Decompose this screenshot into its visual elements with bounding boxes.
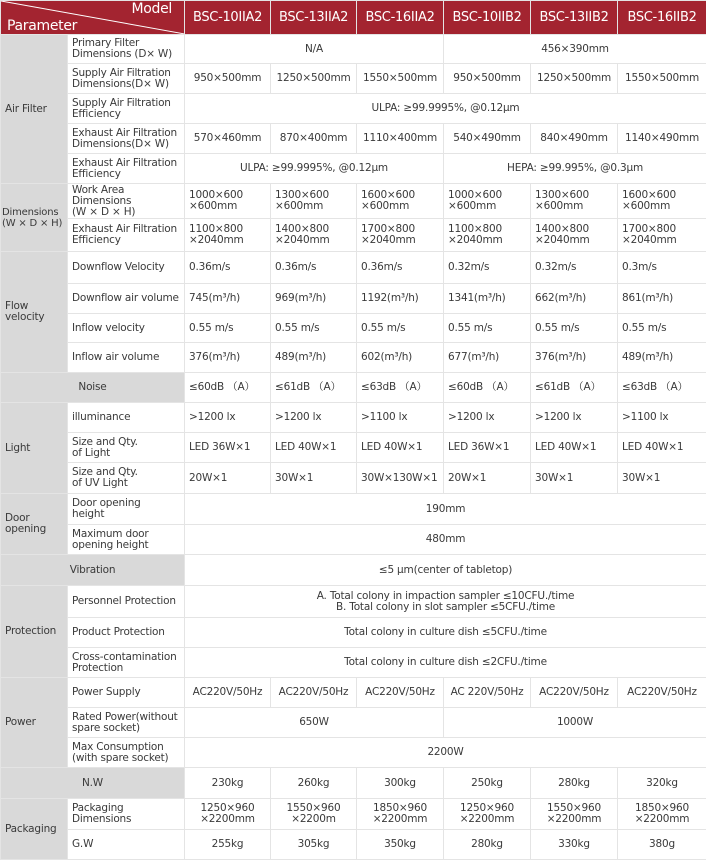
cell-value: 1300×600 ×600mm [531,184,618,219]
cell-value: 30W×1 [531,463,618,494]
cell-value: 650W [185,708,444,738]
table-row [1,738,706,768]
param-label: Downflow air volume [68,284,185,314]
cell-value: 1700×800 ×2040mm [357,219,444,252]
param-label: Max Consumption (with spare socket) [68,738,185,768]
cell-value: 20W×1 [444,463,531,494]
cell-value: 840×490mm [531,124,618,154]
cell-value: 1000×600 ×600mm [444,184,531,219]
cell-value: 376(m³/h) [185,343,271,373]
param-label: Product Protection [68,618,185,648]
table-row [1,154,706,184]
model-header: BSC-10IIB2 [444,1,531,35]
cell-value: >1200 lx [531,403,618,433]
cell-value: 376(m³/h) [531,343,618,373]
param-label: Door opening height [68,494,185,525]
cell-value: 662(m³/h) [531,284,618,314]
group-dimensions: Dimensions (W × D × H) [1,184,68,252]
cell-value: AC220V/50Hz [271,678,357,708]
param-label: Cross-contamination Protection [68,648,185,678]
param-label: Exhaust Air Filtration Efficiency [68,219,185,252]
cell-value: 1850×960 ×2200mm [357,799,444,830]
table-row [1,586,706,618]
cell-value: 745(m³/h) [185,284,271,314]
table-row [1,768,706,799]
cell-value: LED 40W×1 [618,433,706,463]
param-label: illuminance [68,403,185,433]
model-header: BSC-10IIA2 [185,1,271,35]
cell-value: A. Total colony in impaction sampler ≤10CFU./time B. Total colony in slot sampler ≤5CFU./time [185,586,706,618]
table-row [1,618,706,648]
cell-value: 0.55 m/s [185,314,271,343]
cell-value: 1100×800 ×2040mm [185,219,271,252]
param-label: Supply Air Filtration Efficiency [68,94,185,124]
cell-value: 0.36m/s [271,252,357,284]
cell-value: AC220V/50Hz [357,678,444,708]
cell-value: AC 220V/50Hz [444,678,531,708]
table-row [1,314,706,343]
group-packaging: Packaging [1,799,68,860]
cell-value: 0.55 m/s [357,314,444,343]
model-header-label: Model [131,4,172,15]
cell-value: ≤63dB （A） [618,373,706,403]
cell-value: LED 36W×1 [444,433,531,463]
cell-value: 1000×600 ×600mm [185,184,271,219]
table-row [1,64,706,94]
table-row [1,525,706,555]
cell-value: 480mm [185,525,706,555]
param-label: Primary Filter Dimensions (D× W) [68,35,185,64]
cell-value: 280kg [444,830,531,860]
group-net-weight: N.W [1,768,185,799]
cell-value: 1550×960 ×2200m [271,799,357,830]
table-row [1,799,706,830]
cell-value: LED 36W×1 [185,433,271,463]
cell-value: ≤61dB （A） [271,373,357,403]
cell-value: 1341(m³/h) [444,284,531,314]
cell-value: 380g [618,830,706,860]
param-label: Size and Qty. of Light [68,433,185,463]
model-header: BSC-13IIA2 [271,1,357,35]
param-label: Maximum door opening height [68,525,185,555]
cell-value: 1400×800 ×2040mm [271,219,357,252]
cell-value: 456×390mm [444,35,706,64]
table-row [1,284,706,314]
cell-value: ≤5 μm(center of tabletop) [185,555,706,586]
table-row [1,219,706,252]
cell-value: HEPA: ≥99.995%, @0.3μm [444,154,706,184]
cell-value: Total colony in culture dish ≤2CFU./time [185,648,706,678]
table-row [1,373,706,403]
param-label: G.W [68,830,185,860]
cell-value: 300kg [357,768,444,799]
cell-value: 489(m³/h) [271,343,357,373]
cell-value: 0.55 m/s [271,314,357,343]
param-label: Downflow Velocity [68,252,185,284]
cell-value: 1140×490mm [618,124,706,154]
param-label: Rated Power(without spare socket) [68,708,185,738]
table-row [1,343,706,373]
table-row [1,463,706,494]
param-label: Packaging Dimensions [68,799,185,830]
cell-value: 0.55 m/s [444,314,531,343]
cell-value: 190mm [185,494,706,525]
cell-value: 20W×1 [185,463,271,494]
header-row [1,1,706,35]
cell-value: 1250×960 ×2200mm [185,799,271,830]
group-air-filter: Air Filter [1,35,68,184]
cell-value: 1100×800 ×2040mm [444,219,531,252]
cell-value: 677(m³/h) [444,343,531,373]
corner-header [1,1,185,35]
cell-value: AC220V/50Hz [185,678,271,708]
cell-value: 0.3m/s [618,252,706,284]
cell-value: 1110×400mm [357,124,444,154]
cell-value: 1250×500mm [271,64,357,94]
cell-value: 1550×500mm [618,64,706,94]
cell-value: 0.32m/s [531,252,618,284]
cell-value: >1200 lx [185,403,271,433]
group-power: Power [1,678,68,768]
table-row [1,252,706,284]
table-row [1,433,706,463]
param-label: Exhaust Air Filtration Dimensions(D× W) [68,124,185,154]
cell-value: 30W×1 [271,463,357,494]
param-label: Supply Air Filtration Dimensions(D× W) [68,64,185,94]
cell-value: 250kg [444,768,531,799]
table-row [1,124,706,154]
cell-value: ≤61dB （A） [531,373,618,403]
cell-value: 1192(m³/h) [357,284,444,314]
table-row [1,830,706,860]
cell-value: 0.55 m/s [618,314,706,343]
param-label: Exhaust Air Filtration Efficiency [68,154,185,184]
group-door-opening: Door opening [1,494,68,555]
cell-value: 1000W [444,708,706,738]
cell-value: 1250×500mm [531,64,618,94]
cell-value: AC220V/50Hz [531,678,618,708]
cell-value: 0.55 m/s [531,314,618,343]
cell-value: 30W×1 [618,463,706,494]
cell-value: 1850×960 ×2200mm [618,799,706,830]
model-header: BSC-16IIA2 [357,1,444,35]
cell-value: 1300×600 ×600mm [271,184,357,219]
model-header: BSC-13IIB2 [531,1,618,35]
cell-value: >1200 lx [271,403,357,433]
cell-value: 255kg [185,830,271,860]
group-flow-velocity: Flow velocity [1,252,68,373]
cell-value: ULPA: ≥99.9995%, @0.12μm [185,94,706,124]
cell-value: ≤60dB （A） [185,373,271,403]
cell-value: ≤63dB （A） [357,373,444,403]
cell-value: 602(m³/h) [357,343,444,373]
table-row [1,555,706,586]
table-row [1,184,706,219]
cell-value: 950×500mm [444,64,531,94]
param-label: Personnel Protection [68,586,185,618]
cell-value: 230kg [185,768,271,799]
cell-value: 330kg [531,830,618,860]
cell-value: LED 40W×1 [357,433,444,463]
cell-value: 861(m³/h) [618,284,706,314]
group-noise: Noise [1,373,185,403]
cell-value: 305kg [271,830,357,860]
cell-value: 1700×800 ×2040mm [618,219,706,252]
cell-value: 0.36m/s [185,252,271,284]
table-row [1,648,706,678]
group-light: Light [1,403,68,494]
cell-value: 1250×960 ×2200mm [444,799,531,830]
cell-value: N/A [185,35,444,64]
cell-value: 30W×130W×1 [357,463,444,494]
table-row [1,678,706,708]
cell-value: 969(m³/h) [271,284,357,314]
table-row [1,94,706,124]
cell-value: 2200W [185,738,706,768]
param-label: Size and Qty. of UV Light [68,463,185,494]
cell-value: ≤60dB （A） [444,373,531,403]
cell-value: 280kg [531,768,618,799]
cell-value: 1550×500mm [357,64,444,94]
cell-value: 1600×600 ×600mm [357,184,444,219]
cell-value: 1400×800 ×2040mm [531,219,618,252]
cell-value: 1550×960 ×2200mm [531,799,618,830]
table-row [1,403,706,433]
cell-value: ULPA: ≥99.9995%, @0.12μm [185,154,444,184]
cell-value: 870×400mm [271,124,357,154]
cell-value: 350kg [357,830,444,860]
cell-value: 540×490mm [444,124,531,154]
cell-value: 1600×600 ×600mm [618,184,706,219]
cell-value: AC220V/50Hz [618,678,706,708]
cell-value: >1100 lx [357,403,444,433]
cell-value: 570×460mm [185,124,271,154]
group-protection: Protection [1,586,68,678]
cell-value: >1200 lx [444,403,531,433]
param-label: Inflow velocity [68,314,185,343]
cell-value: >1100 lx [618,403,706,433]
cell-value: 260kg [271,768,357,799]
cell-value: LED 40W×1 [531,433,618,463]
cell-value: 0.36m/s [357,252,444,284]
param-label: Power Supply [68,678,185,708]
table-row [1,494,706,525]
table-row [1,708,706,738]
group-vibration: Vibration [1,555,185,586]
cell-value: LED 40W×1 [271,433,357,463]
table-row [1,35,706,64]
param-label: Work Area Dimensions (W × D × H) [68,184,185,219]
parameter-header-label: Parameter [7,21,77,32]
cell-value: 320kg [618,768,706,799]
param-label: Inflow air volume [68,343,185,373]
cell-value: 0.32m/s [444,252,531,284]
model-header: BSC-16IIB2 [618,1,706,35]
cell-value: 950×500mm [185,64,271,94]
cell-value: Total colony in culture dish ≤5CFU./time [185,618,706,648]
cell-value: 489(m³/h) [618,343,706,373]
